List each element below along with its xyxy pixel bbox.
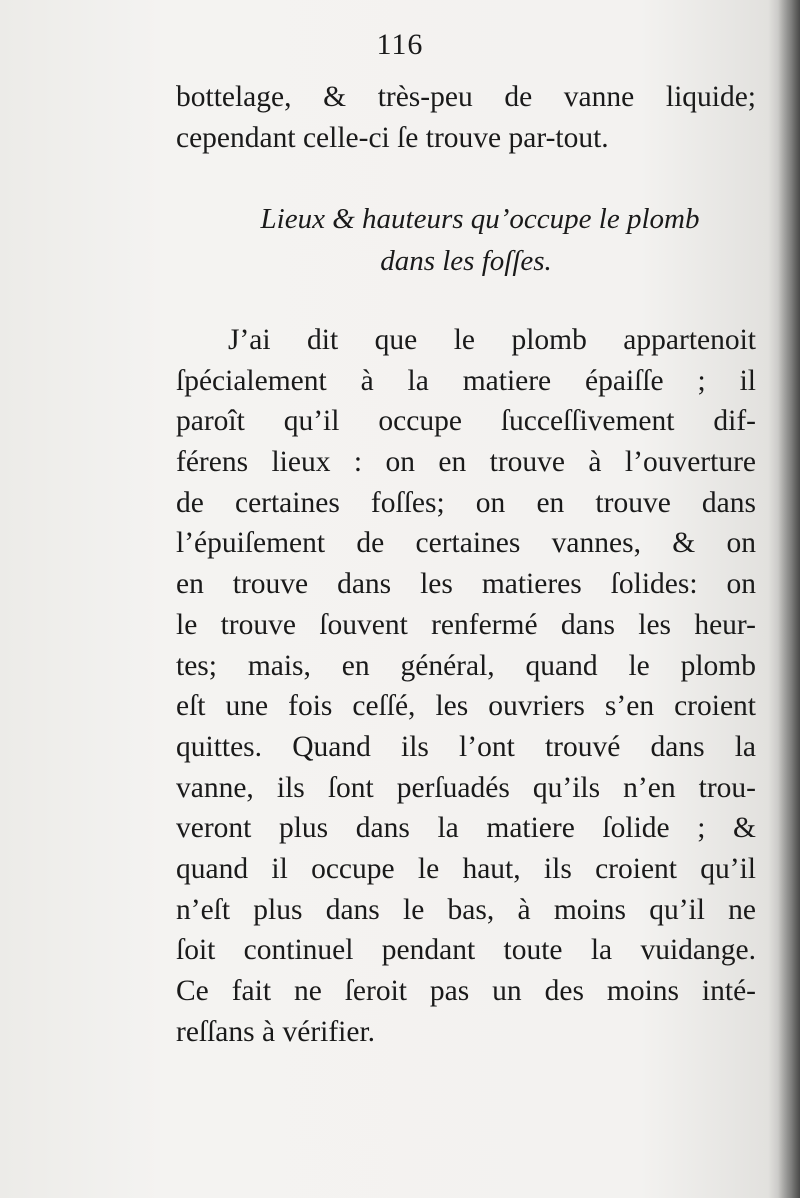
text-line: cependant celle-ci ſe trouve par-tout.	[176, 121, 609, 154]
page-edge-shadow	[778, 0, 800, 1198]
text-line: eſt une fois ceſſé, les ouvriers s’en croient	[176, 690, 756, 723]
text-line: n’eſt plus dans le bas, à moins qu’il ne	[176, 893, 756, 926]
text-line: bottelage, & très-peu de vanne liquide;	[176, 81, 756, 113]
body-paragraph	[176, 320, 756, 1052]
text-line: reſſans à vérifier.	[176, 1015, 376, 1048]
text-line: l’épuiſement de certaines vannes, & on	[176, 527, 756, 560]
heading-line: dans les foſſes.	[380, 245, 552, 277]
text-line: le trouve ſouvent renfermé dans les heur-	[176, 608, 756, 641]
text-line: quittes. Quand ils l’ont trouvé dans la	[176, 730, 756, 763]
text-line: ſpécialement à la matiere épaiſſe ; il	[176, 364, 756, 397]
text-line: ſoit continuel pendant toute la vuidange.	[176, 934, 756, 967]
opening-lines	[176, 77, 756, 158]
text-line: tes; mais, en général, quand le plomb	[176, 649, 756, 682]
text-line: J’ai dit que le plomb appartenoit	[228, 324, 756, 356]
page-number: 116	[376, 28, 424, 61]
text-line: quand il occupe le haut, ils croient qu’il	[176, 852, 756, 885]
text-line: veront plus dans la matiere ſolide ; &	[176, 812, 756, 845]
text-line: vanne, ils ſont perſuadés qu’ils n’en trou-	[176, 771, 756, 804]
text-line: Ce fait ne ſeroit pas un des moins inté-	[176, 975, 756, 1007]
heading-line: Lieux & hauteurs qu’occupe le plomb	[260, 203, 700, 235]
text-line: paroît qu’il occupe ſucceſſivement dif-	[176, 405, 756, 438]
section-heading	[176, 198, 756, 282]
text-line: en trouve dans les matieres ſolides: on	[176, 568, 756, 601]
text-line: de certaines foſſes; on en trouve dans	[176, 486, 756, 519]
text-line: férens lieux : on en trouve à l’ouverture	[176, 446, 756, 479]
